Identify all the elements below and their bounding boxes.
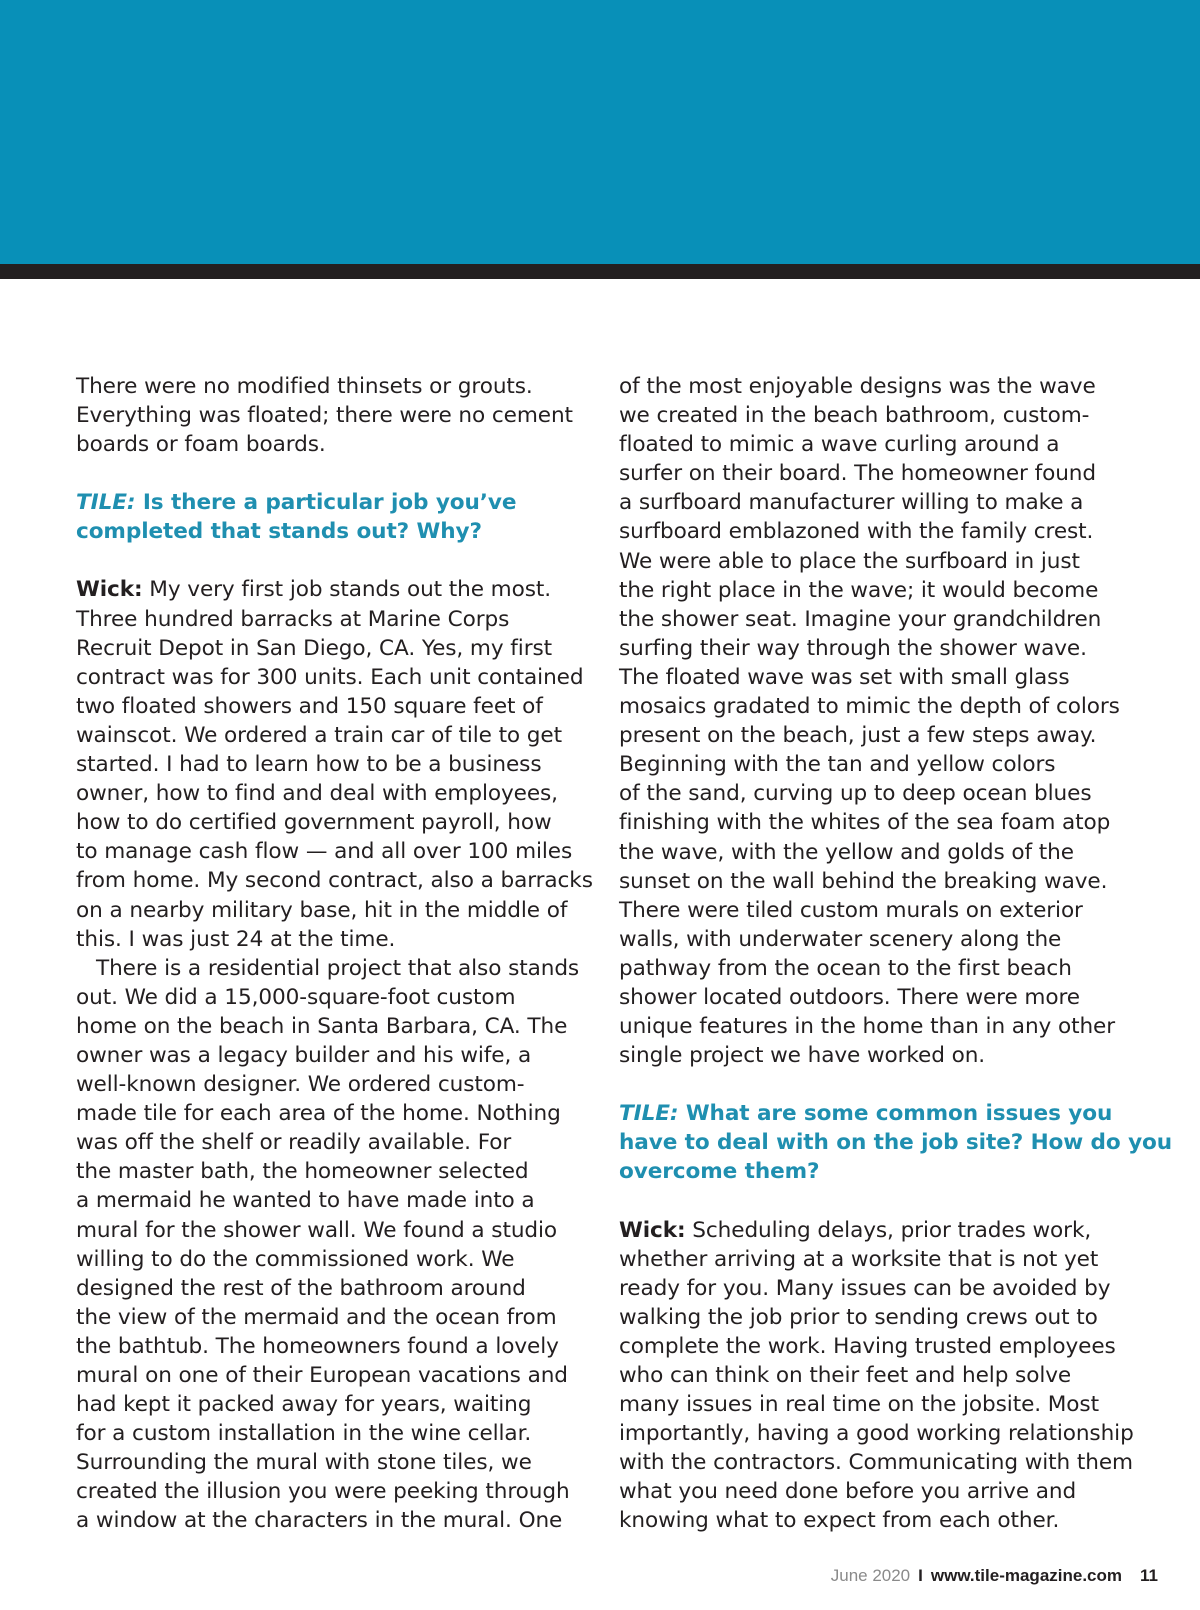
- question-text: have to deal with on the job site? How do you: [619, 1130, 1173, 1156]
- text-line: My very first job stands out the most.: [142, 577, 552, 603]
- text-line: on a nearby military base, hit in the middle of: [76, 897, 568, 923]
- text-line: a mermaid he wanted to have made into a: [76, 1188, 535, 1214]
- wave-paragraph: [619, 372, 1139, 1070]
- text-line: willing to do the commissioned work. We: [76, 1246, 515, 1272]
- question-text: What are some common issues you: [678, 1101, 1113, 1127]
- text-line: owner, how to find and deal with employees,: [76, 781, 558, 807]
- text-line: floated to mimic a wave curling around a: [619, 432, 1060, 458]
- speaker-label: Wick:: [619, 1217, 686, 1243]
- website-link[interactable]: www.tile-magazine.com: [930, 1566, 1123, 1585]
- question-tag: TILE:: [76, 490, 136, 516]
- footer-separator: I: [918, 1566, 923, 1585]
- text-line: finishing with the whites of the sea foam atop: [619, 810, 1111, 836]
- text-line: the right place in the wave; it would become: [619, 577, 1099, 603]
- text-line: two floated showers and 150 square feet of: [76, 693, 543, 719]
- text-line: We were able to place the surfboard in just: [619, 548, 1080, 574]
- text-line: sunset on the wall behind the breaking wave.: [619, 868, 1108, 894]
- text-line: out. We did a 15,000-square-foot custom: [76, 984, 516, 1010]
- text-line: mural on one of their European vacations and: [76, 1363, 568, 1388]
- text-line: the master bath, the homeowner selected: [76, 1159, 529, 1185]
- paragraph-lines: [619, 372, 1139, 1070]
- question-text: Is there a particular job you’ve: [135, 490, 517, 516]
- text-line: knowing what to expect from each other.: [619, 1508, 1060, 1534]
- text-line: Everything was floated; there were no cement: [76, 403, 573, 429]
- text-line: of the sand, curving up to deep ocean blues: [619, 781, 1092, 807]
- text-line: for a custom installation in the wine cellar.: [76, 1421, 532, 1447]
- text-line: Surrounding the mural with stone tiles, we: [76, 1450, 532, 1476]
- text-line: who can think on their feet and help solve: [619, 1363, 1072, 1388]
- text-line: unique features in the home than in any other: [619, 1014, 1115, 1040]
- text-line: we created in the beach bathroom, custom-: [619, 403, 1090, 429]
- text-line: many issues in real time on the jobsite. Most: [619, 1392, 1099, 1418]
- text-line: home on the beach in Santa Barbara, CA. The: [76, 1013, 568, 1039]
- text-line: present on the beach, just a few steps away.: [619, 723, 1097, 749]
- text-line: walls, with underwater scenery along the: [619, 926, 1062, 952]
- text-line: had kept it packed away for years, waiting: [76, 1392, 532, 1418]
- question-tag: TILE:: [619, 1101, 679, 1127]
- text-line: There is a residential project that also stands: [96, 955, 580, 981]
- page-number: 11: [1140, 1566, 1158, 1585]
- text-line: Beginning with the tan and yellow colors: [619, 752, 1056, 778]
- text-line: contract was for 300 units. Each unit contained: [76, 664, 584, 690]
- text-line: complete the work. Having trusted employees: [619, 1333, 1116, 1359]
- question-heading: [619, 1099, 1173, 1186]
- text-line: pathway from the ocean to the first beach: [619, 955, 1072, 981]
- answer-lines: [619, 1245, 1139, 1536]
- text-line: with the contractors. Communicating with them: [619, 1450, 1133, 1476]
- text-line: There were no modified thinsets or grouts.: [76, 374, 533, 399]
- text-line: how to do certified government payroll, how: [76, 810, 552, 836]
- answer-paragraph: [619, 1216, 1139, 1536]
- text-line: a window at the characters in the mural. One: [76, 1508, 563, 1534]
- text-line: surfing their way through the shower wave.: [619, 635, 1087, 661]
- text-line: single project we have worked on.: [619, 1043, 986, 1069]
- text-line: walking the job prior to sending crews out to: [619, 1304, 1098, 1330]
- text-line: mural for the shower wall. We found a studio: [76, 1217, 558, 1243]
- text-line: owner was a legacy builder and his wife, a: [76, 1042, 532, 1068]
- text-line: mosaics gradated to mimic the depth of colors: [619, 694, 1120, 720]
- text-line: to manage cash flow — and all over 100 miles: [76, 839, 573, 865]
- question-text: overcome them?: [619, 1159, 820, 1185]
- text-line: Recruit Depot in San Diego, CA. Yes, my first: [76, 635, 553, 661]
- text-line: shower located outdoors. There were more: [619, 984, 1080, 1010]
- text-line: started. I had to learn how to be a business: [76, 752, 542, 778]
- text-line: boards or foam boards.: [76, 432, 326, 458]
- page-footer: [0, 1566, 1158, 1586]
- text-line: designed the rest of the bathroom around: [76, 1275, 526, 1301]
- text-line: a surfboard manufacturer willing to make a: [619, 490, 1084, 516]
- text-line: ready for you. Many issues can be avoided by: [619, 1275, 1111, 1301]
- text-line: Three hundred barracks at Marine Corps: [76, 606, 510, 632]
- text-line: the view of the mermaid and the ocean from: [76, 1304, 557, 1330]
- text-line: surfer on their board. The homeowner found: [619, 461, 1096, 487]
- paragraph-lines: [76, 983, 588, 1536]
- header-banner: [0, 0, 1200, 264]
- speaker-label: Wick:: [76, 577, 143, 603]
- answer-paragraph: [76, 575, 593, 953]
- question-text: completed that stands out? Why?: [76, 519, 482, 545]
- left-column: [76, 372, 593, 1536]
- text-line: importantly, having a good working relationship: [619, 1421, 1134, 1447]
- residential-paragraph: [76, 954, 588, 1536]
- text-line: whether arriving at a worksite that is not yet: [619, 1246, 1099, 1272]
- text-line: surfboard emblazoned with the family crest.: [619, 519, 1094, 545]
- text-line: what you need done before you arrive and: [619, 1479, 1077, 1505]
- text-line: from home. My second contract, also a barracks: [76, 868, 593, 894]
- text-line: Scheduling delays, prior trades work,: [685, 1217, 1092, 1243]
- text-line: made tile for each area of the home. Nothing: [76, 1101, 561, 1127]
- text-line: of the most enjoyable designs was the wave: [619, 374, 1096, 399]
- text-line: There were tiled custom murals on exterior: [619, 897, 1083, 923]
- intro-paragraph: [76, 372, 588, 459]
- text-line: well-known designer. We ordered custom-: [76, 1072, 525, 1098]
- text-line: The floated wave was set with small glass: [619, 664, 1070, 690]
- text-line: wainscot. We ordered a train car of tile to get: [76, 722, 562, 748]
- text-line: created the illusion you were peeking through: [76, 1479, 570, 1505]
- text-line: the shower seat. Imagine your grandchildren: [619, 606, 1102, 632]
- right-column: [619, 372, 1173, 1536]
- text-line: was off the shelf or readily available. For: [76, 1130, 512, 1156]
- question-heading: [76, 488, 588, 546]
- header-rule: [0, 264, 1200, 279]
- text-line: the wave, with the yellow and golds of the: [619, 839, 1074, 865]
- text-line: this. I was just 24 at the time.: [76, 926, 396, 952]
- answer-lines: [76, 605, 593, 954]
- issue-date: June 2020: [830, 1566, 911, 1585]
- text-line: the bathtub. The homeowners found a lovely: [76, 1333, 559, 1359]
